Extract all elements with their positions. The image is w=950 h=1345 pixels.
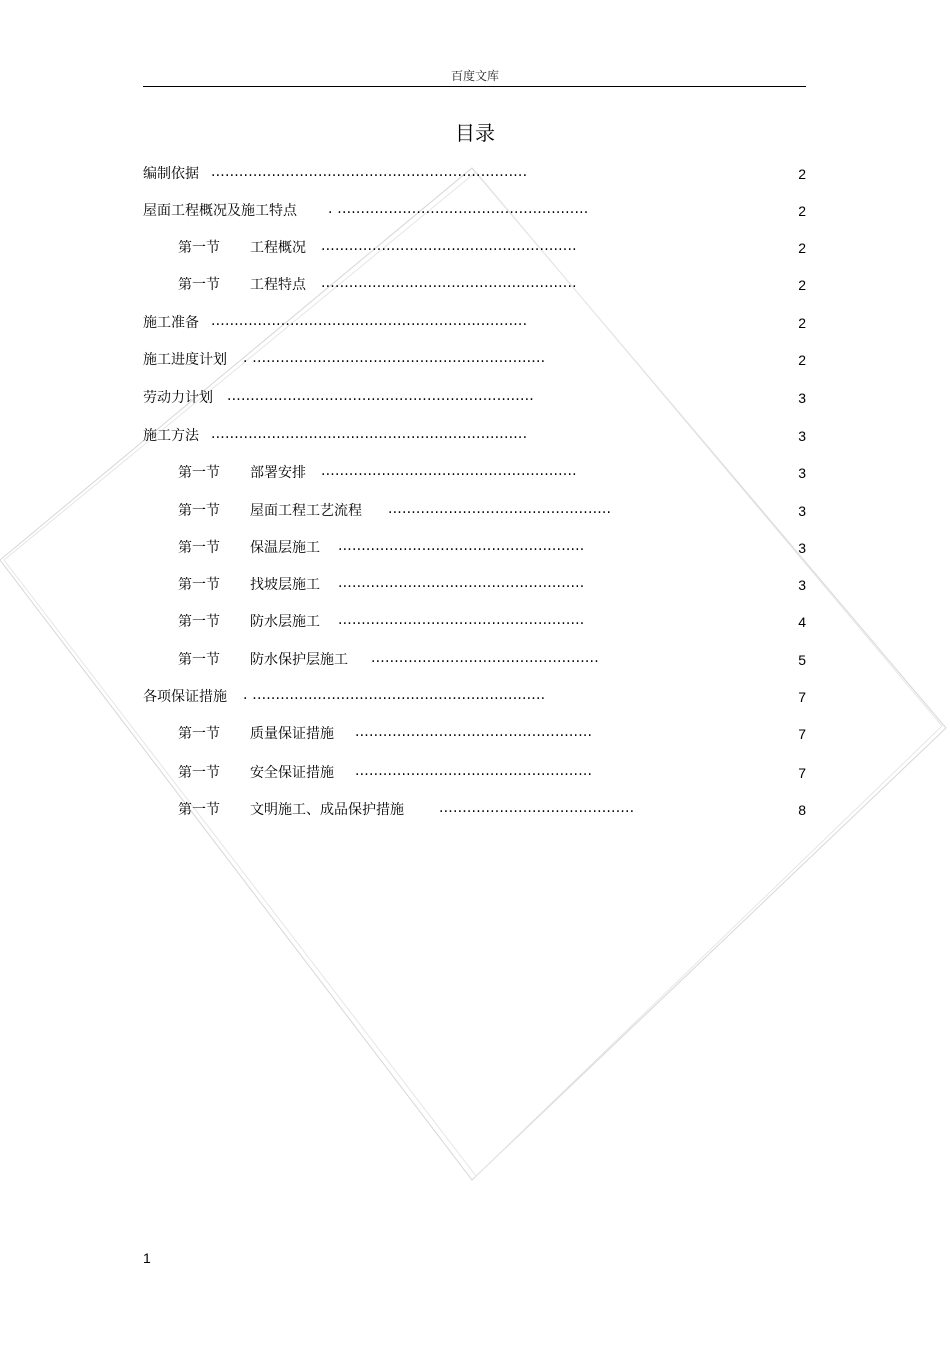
toc-dot-leader: .................................................................... (211, 164, 528, 180)
toc-section-label: 第一节 (178, 765, 220, 781)
toc-entry[interactable] (143, 762, 806, 784)
toc-page-number: 2 (798, 240, 806, 256)
toc-dot-leader: ................................................. (371, 650, 599, 666)
toc-entry[interactable] (143, 500, 806, 522)
toc-entry[interactable] (143, 611, 806, 633)
toc-entry[interactable] (143, 237, 806, 259)
toc-section-label: 第一节 (178, 240, 220, 256)
toc-title: 目录 (455, 121, 495, 145)
toc-entry[interactable] (143, 574, 806, 596)
toc-entry[interactable] (143, 200, 806, 222)
toc-section-label: 第一节 (178, 652, 220, 668)
toc-page-number: 4 (798, 614, 806, 630)
page-number: 1 (143, 1250, 151, 1266)
toc-dot-leader: ................................................ (388, 501, 612, 517)
toc-section-label: 第一节 (178, 277, 220, 293)
toc-page-number: 2 (798, 315, 806, 331)
toc-entry[interactable] (143, 425, 806, 447)
toc-entry-title: 文明施工、成品保护措施 (250, 802, 404, 818)
toc-page-number: 3 (798, 428, 806, 444)
toc-dot-leader: ..................................................... (338, 612, 585, 628)
toc-page-number: 3 (798, 577, 806, 593)
toc-dot-leader: .................................................................... (211, 313, 528, 329)
toc-page-number: 3 (798, 503, 806, 519)
toc-page-number: 7 (798, 726, 806, 742)
toc-entry-title: 找坡层施工 (250, 577, 320, 593)
toc-page-number: 8 (798, 802, 806, 818)
toc-dot-leader: ..................................................... (338, 575, 585, 591)
toc-dot-leader: ................................................... (355, 763, 593, 779)
toc-entry[interactable] (143, 163, 806, 185)
toc-dot-leader: ....................................................... (321, 275, 577, 291)
toc-entry-title: 工程特点 (250, 277, 306, 293)
toc-entry-title: 部署安排 (250, 465, 306, 481)
toc-page-number: 2 (798, 352, 806, 368)
toc-entry-title: 劳动力计划 (143, 390, 213, 406)
toc-dot-leader: ..................................................... (338, 538, 585, 554)
toc-entry-title: 工程概况 (250, 240, 306, 256)
toc-section-label: 第一节 (178, 503, 220, 519)
toc-dot-leader: . ............................................................... (243, 350, 546, 366)
toc-page-number: 2 (798, 166, 806, 182)
toc-page-number: 3 (798, 390, 806, 406)
toc-entry[interactable] (143, 349, 806, 371)
toc-section-label: 第一节 (178, 465, 220, 481)
toc-page-number: 2 (798, 203, 806, 219)
toc-entry-title: 防水层施工 (250, 614, 320, 630)
toc-page-number: 2 (798, 277, 806, 293)
toc-dot-leader: ....................................................... (321, 238, 577, 254)
page-header: 百度文库 (450, 69, 499, 83)
toc-dot-leader: . ............................................................... (243, 687, 546, 703)
toc-section-label: 第一节 (178, 540, 220, 556)
toc-entry-title: 安全保证措施 (250, 765, 334, 781)
toc-section-label: 第一节 (178, 577, 220, 593)
toc-entry-title: 质量保证措施 (250, 726, 334, 742)
toc-entry[interactable] (143, 723, 806, 745)
toc-dot-leader: ....................................................... (321, 463, 577, 479)
toc-section-label: 第一节 (178, 802, 220, 818)
toc-entry[interactable] (143, 312, 806, 334)
toc-entry[interactable] (143, 799, 806, 821)
toc-entry-title: 各项保证措施 (143, 689, 227, 705)
toc-section-label: 第一节 (178, 614, 220, 630)
toc-page-number: 7 (798, 765, 806, 781)
toc-dot-leader: . ...................................................... (328, 201, 589, 217)
toc-page-number: 7 (798, 689, 806, 705)
toc-entry-title: 保温层施工 (250, 540, 320, 556)
toc-dot-leader: .................................................................. (227, 388, 534, 404)
toc-entry[interactable] (143, 274, 806, 296)
toc-dot-leader: .......................................... (439, 800, 635, 816)
toc-dot-leader: ................................................... (355, 724, 593, 740)
toc-entry-title: 编制依据 (143, 166, 199, 182)
toc-entry-title: 屋面工程工艺流程 (250, 503, 362, 519)
toc-entry[interactable] (143, 462, 806, 484)
toc-page-number: 3 (798, 465, 806, 481)
toc-dot-leader: .................................................................... (211, 426, 528, 442)
toc-entry[interactable] (143, 649, 806, 671)
toc-page-number: 5 (798, 652, 806, 668)
toc-entry[interactable] (143, 686, 806, 708)
toc-section-label: 第一节 (178, 726, 220, 742)
toc-entry[interactable] (143, 387, 806, 409)
toc-entry[interactable] (143, 537, 806, 559)
toc-entry-title: 施工准备 (143, 315, 199, 331)
toc-entry-title: 防水保护层施工 (250, 652, 348, 668)
toc-entry-title: 施工方法 (143, 428, 199, 444)
toc-entry-title: 屋面工程概况及施工特点 (143, 203, 297, 219)
toc-page-number: 3 (798, 540, 806, 556)
toc-entry-title: 施工进度计划 (143, 352, 227, 368)
